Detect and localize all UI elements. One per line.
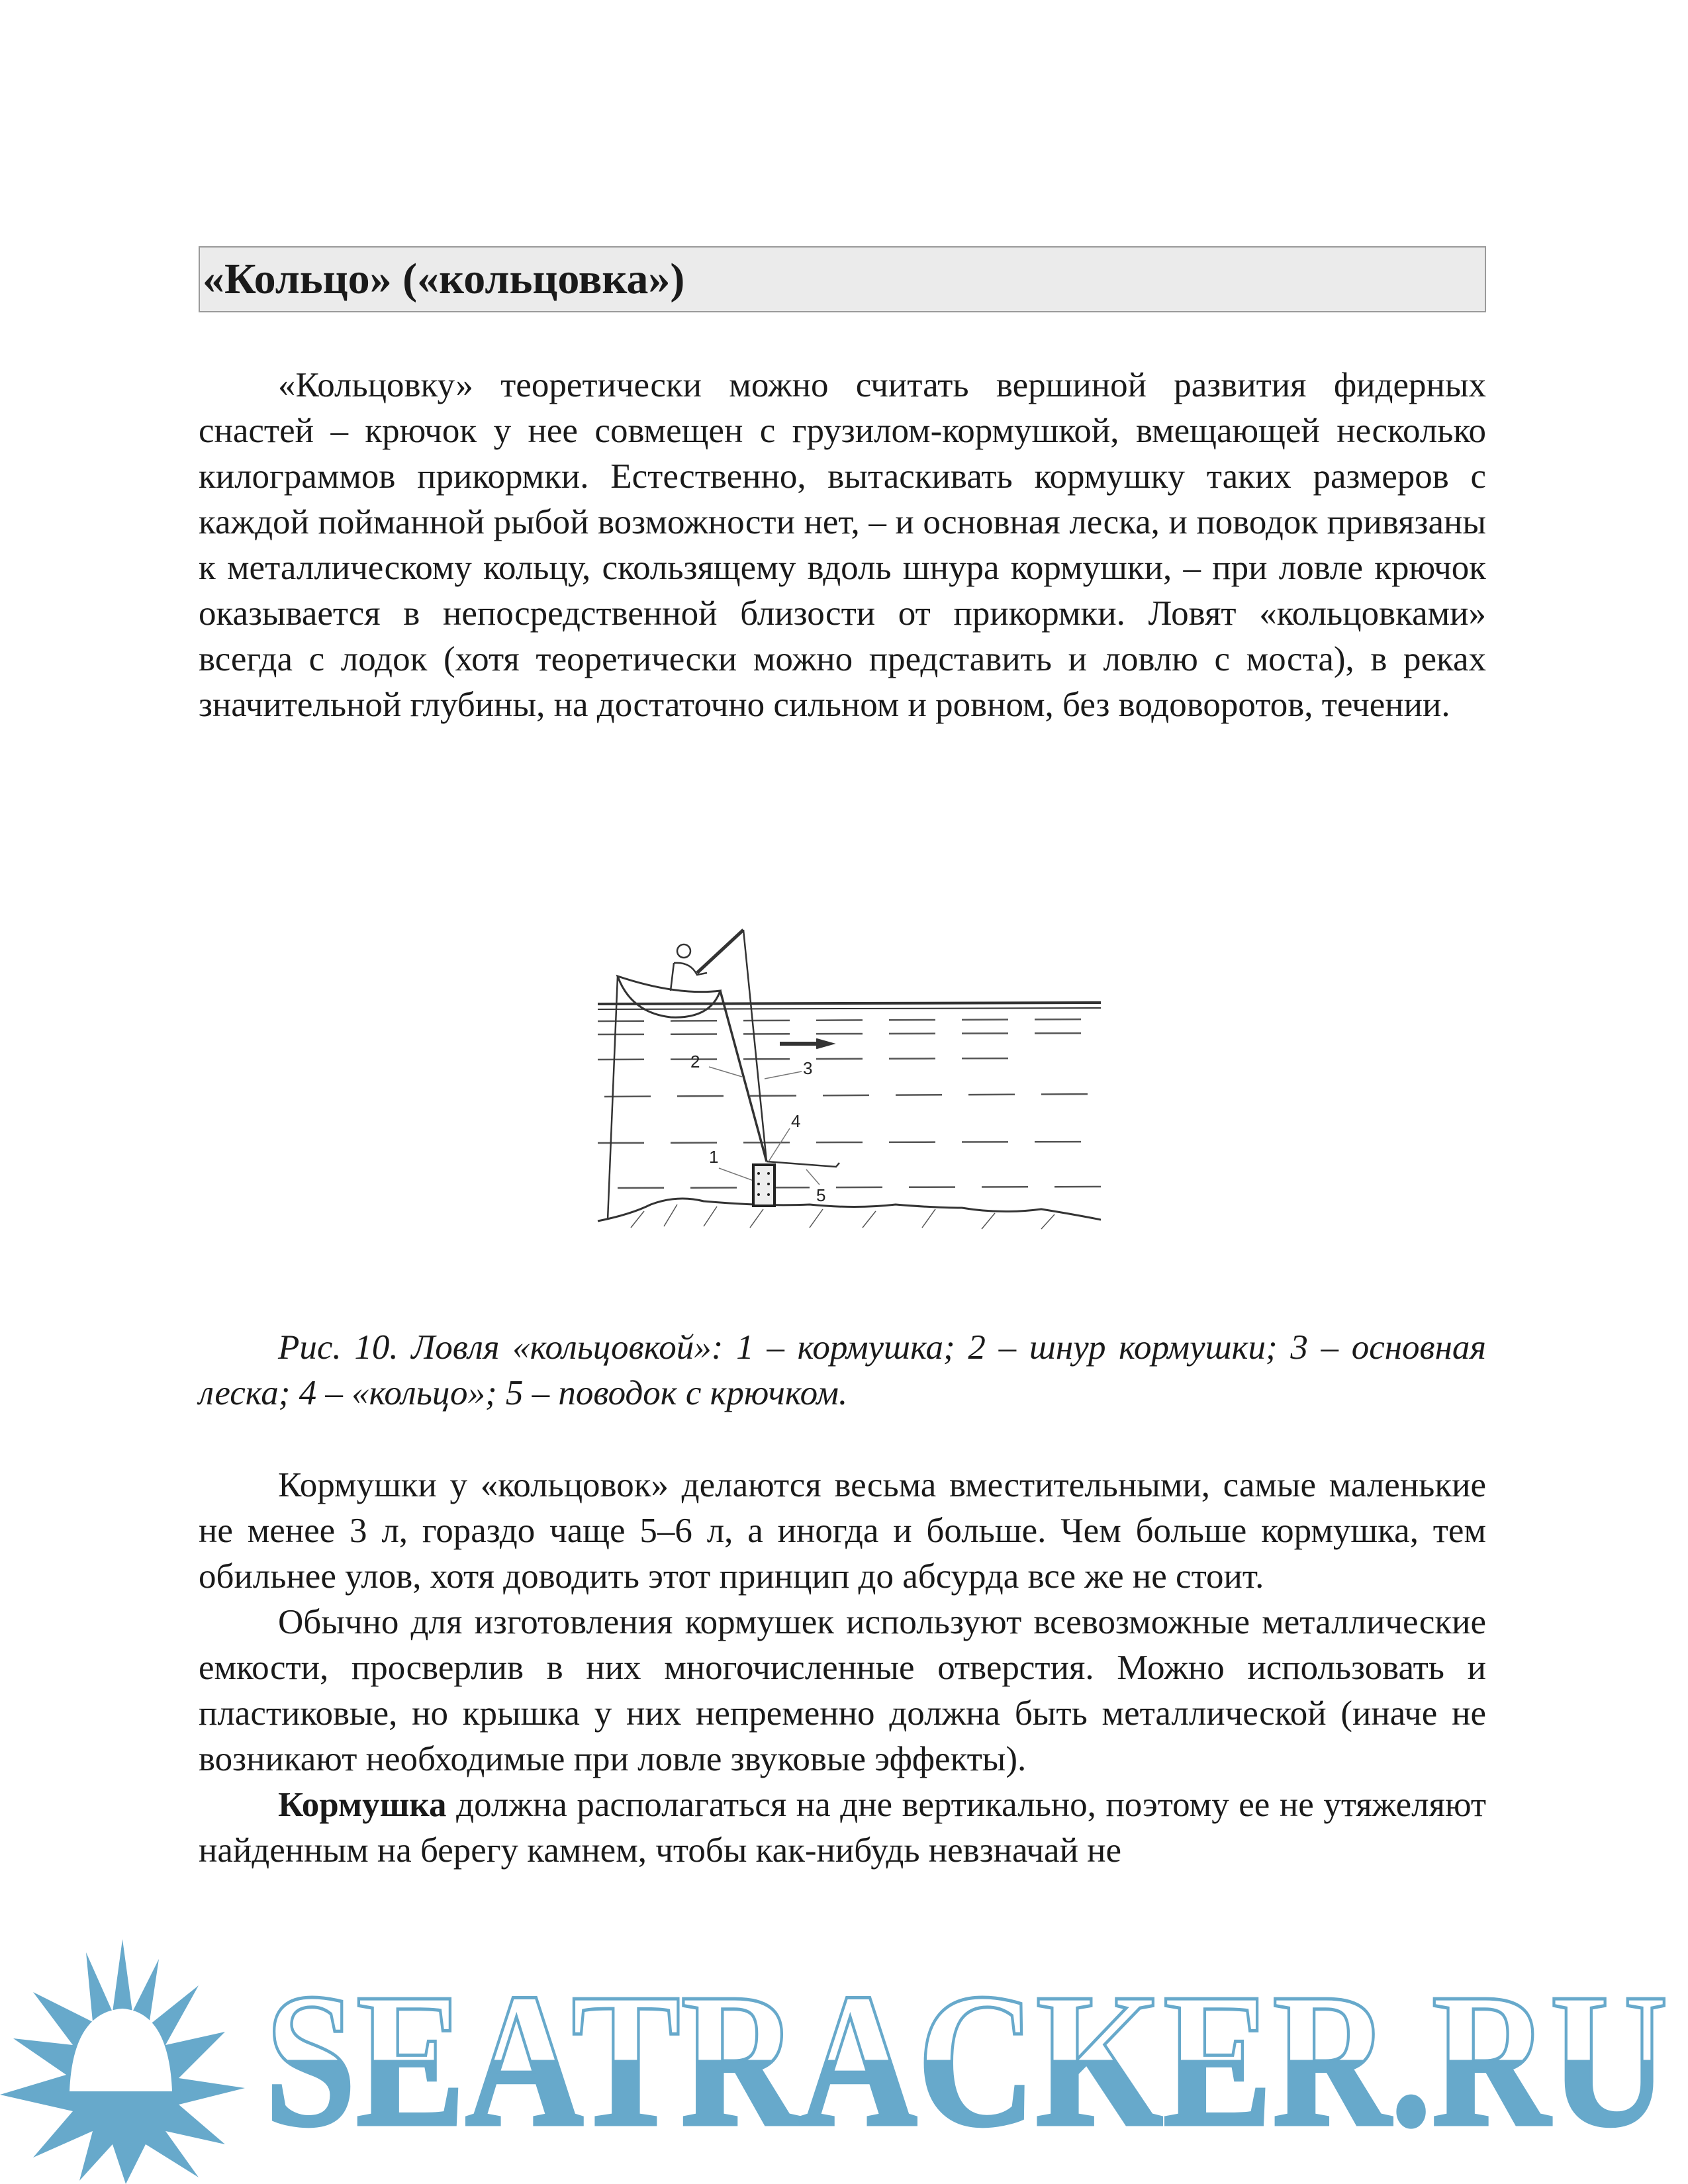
- body-text: [199, 1463, 1486, 1874]
- label-2: 2: [690, 1052, 700, 1071]
- sun-icon: [0, 1939, 245, 2184]
- section-heading: «Кольцо» («кольцовка»): [203, 255, 685, 303]
- watermark-text: SEATRACKER.RU: [265, 1954, 1668, 2166]
- section-heading-box: [199, 246, 1486, 312]
- label-3: 3: [803, 1058, 813, 1078]
- paragraph: «Кольцовку» теоретически можно считать вершиной развития фидерных снастей – крючок у нее совмещен с грузилом-кормушкой, вмещающей несколько килограммов прикормки. Естественно, вытаскивать кормушку таких размеров с каждой пойманной рыбой возможности нет, – и основная леска, и поводок привязаны к металлическому кольцу, скользящему вдоль шнура кормушки, – при ловле крючок оказывается в непосредственной близости от прикормки. Ловят «кольцовками» всегда с лодок (хотя теоретически можно представить и ловлю с моста), в реках значительной глубины, на достаточно сильном и ровном, без водоворотов, течении.: [199, 366, 1486, 724]
- bold-term: Кормушка: [278, 1786, 447, 1824]
- feeder-icon: [753, 1165, 774, 1206]
- figure-caption: Рис. 10. Ловля «кольцовкой»: 1 – кормушка; 2 – шнур кормушки; 3 – основная леска; 4 – «кольцо»; 5 – поводок с крючком.: [199, 1328, 1486, 1412]
- paragraph: Обычно для изготовления кормушек используют всевозможные металлические емкости, просверлив в них многочисленные отверстия. Можно использовать и пластиковые, но крышка у них непременно должна быть металлической (иначе не возникают необходимые при ловле звуковые эффекты).: [199, 1603, 1486, 1778]
- paragraph: [199, 1782, 1486, 1874]
- label-5: 5: [816, 1185, 826, 1205]
- fishing-diagram: [591, 903, 1101, 1281]
- label-1: 1: [709, 1147, 719, 1167]
- paragraph: Кормушки у «кольцовок» делаются весьма вместительными, самые маленькие не менее 3 л, гораздо чаще 5–6 л, а иногда и больше. Чем больше кормушка, тем обильнее улов, хотя доводить этот принцип до абсурда все же не стоит.: [199, 1466, 1486, 1596]
- intro-text: [199, 363, 1486, 728]
- watermark-logo: [0, 1933, 1688, 2184]
- paragraph-text: должна располагаться на дне вертикально, поэтому ее не утяжеляют найденным на берегу камнем, чтобы как-нибудь невзначай не: [199, 1786, 1486, 1870]
- label-4: 4: [791, 1111, 801, 1131]
- figure-caption-block: [199, 1325, 1486, 1416]
